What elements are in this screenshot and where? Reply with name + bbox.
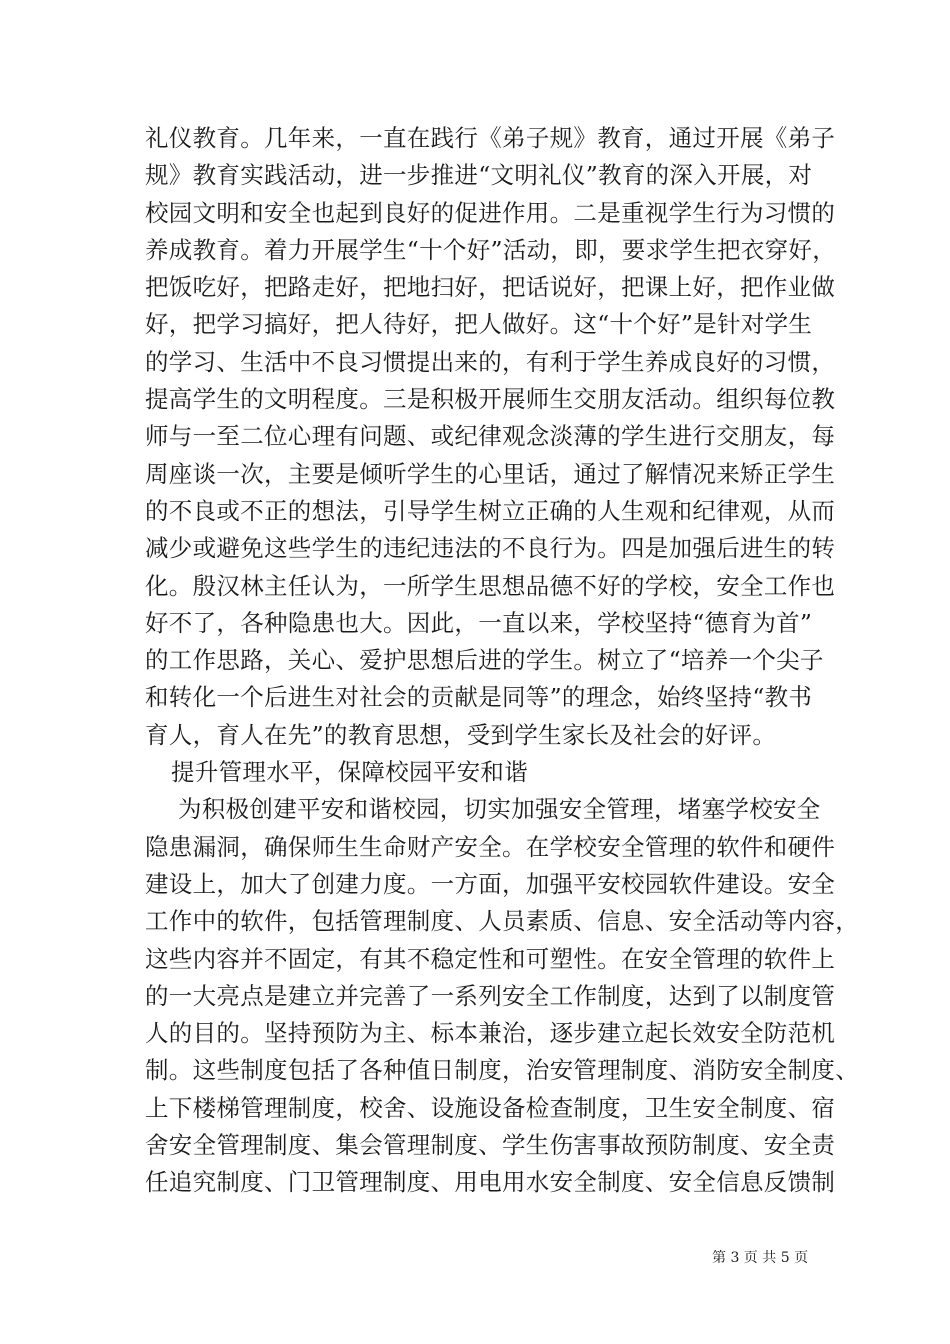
text-line: 的学习、生活中不良习惯提出来的，有利于学生养成良好的习惯， (145, 347, 836, 376)
paragraph-2 (145, 791, 859, 1201)
text-line: 化。殷汉林主任认为，一所学生思想品德不好的学校，安全工作也 (145, 571, 836, 600)
page-number: 第 3 页 共 5 页 (712, 1250, 809, 1266)
text-line: 这些内容并不固定，有其不稳定性和可塑性。在安全管理的软件上 (145, 944, 836, 973)
text-line: 隐患漏洞，确保师生生命财产安全。在学校安全管理的软件和硬件 (145, 832, 836, 861)
text-line: 任追究制度、门卫管理制度、用电用水安全制度、安全信息反馈制 (145, 1168, 836, 1197)
text-line: 养成教育。着力开展学生“十个好”活动，即，要求学生把衣穿好， (145, 235, 837, 264)
paragraph-1 (145, 120, 837, 754)
text-line: 减少或避免这些学生的违纪违法的不良行为。四是加强后进生的转 (145, 534, 836, 563)
section-heading: 提升管理水平，保障校园平安和谐 (171, 758, 528, 787)
text-line: 好，把学习搞好，把人待好，把人做好。这“十个好”是针对学生 (145, 310, 813, 339)
text-line: 的工作思路，关心、爱护思想后进的学生。树立了“培养一个尖子 (145, 646, 824, 675)
text-line: 提高学生的文明程度。三是积极开展师生交朋友活动。组织每位教 (145, 385, 836, 414)
text-line: 师与一至二位心理有问题、或纪律观念淡薄的学生进行交朋友，每 (145, 422, 836, 451)
text-line: 和转化一个后进生对社会的贡献是同等”的理念，始终坚持“教书 (145, 683, 813, 712)
text-line: 建设上，加大了创建力度。一方面，加强平安校园软件建设。安全 (145, 869, 836, 898)
document-body (145, 120, 859, 1202)
text-line: 上下楼梯管理制度，校舍、设施设备检查制度，卫生安全制度、宿 (145, 1093, 836, 1122)
text-line: 把饭吃好，把路走好，把地扫好，把话说好，把课上好，把作业做 (145, 273, 836, 302)
text-line: 人的目的。坚持预防为主、标本兼治，逐步建立起长效安全防范机 (145, 1019, 836, 1048)
text-line: 为积极创建平安和谐校园，切实加强安全管理，堵塞学校安全 (178, 795, 821, 824)
text-line: 舍安全管理制度、集会管理制度、学生伤害事故预防制度、安全责 (145, 1131, 836, 1160)
text-line: 的一大亮点是建立并完善了一系列安全工作制度，达到了以制度管 (145, 981, 836, 1010)
text-line: 育人，育人在先”的教育思想，受到学生家长及社会的好评。 (145, 720, 777, 749)
text-line: 工作中的软件，包括管理制度、人员素质、信息、安全活动等内容， (145, 907, 859, 936)
text-line: 好不了，各种隐患也大。因此，一直以来，学校坚持“德育为首” (145, 608, 813, 637)
text-line: 周座谈一次，主要是倾听学生的心里话，通过了解情况来矫正学生 (145, 459, 836, 488)
text-line: 礼仪教育。几年来，一直在践行《弟子规》教育，通过开展《弟子 (145, 124, 836, 152)
text-line: 规》教育实践活动，进一步推进“文明礼仪”教育的深入开展，对 (145, 161, 813, 190)
text-line: 校园文明和安全也起到良好的促进作用。二是重视学生行为习惯的 (145, 198, 836, 227)
text-line: 的不良或不正的想法，引导学生树立正确的人生观和纪律观，从而 (145, 496, 836, 525)
text-line: 制。这些制度包括了各种值日制度，治安管理制度、消防安全制度、 (145, 1056, 859, 1085)
